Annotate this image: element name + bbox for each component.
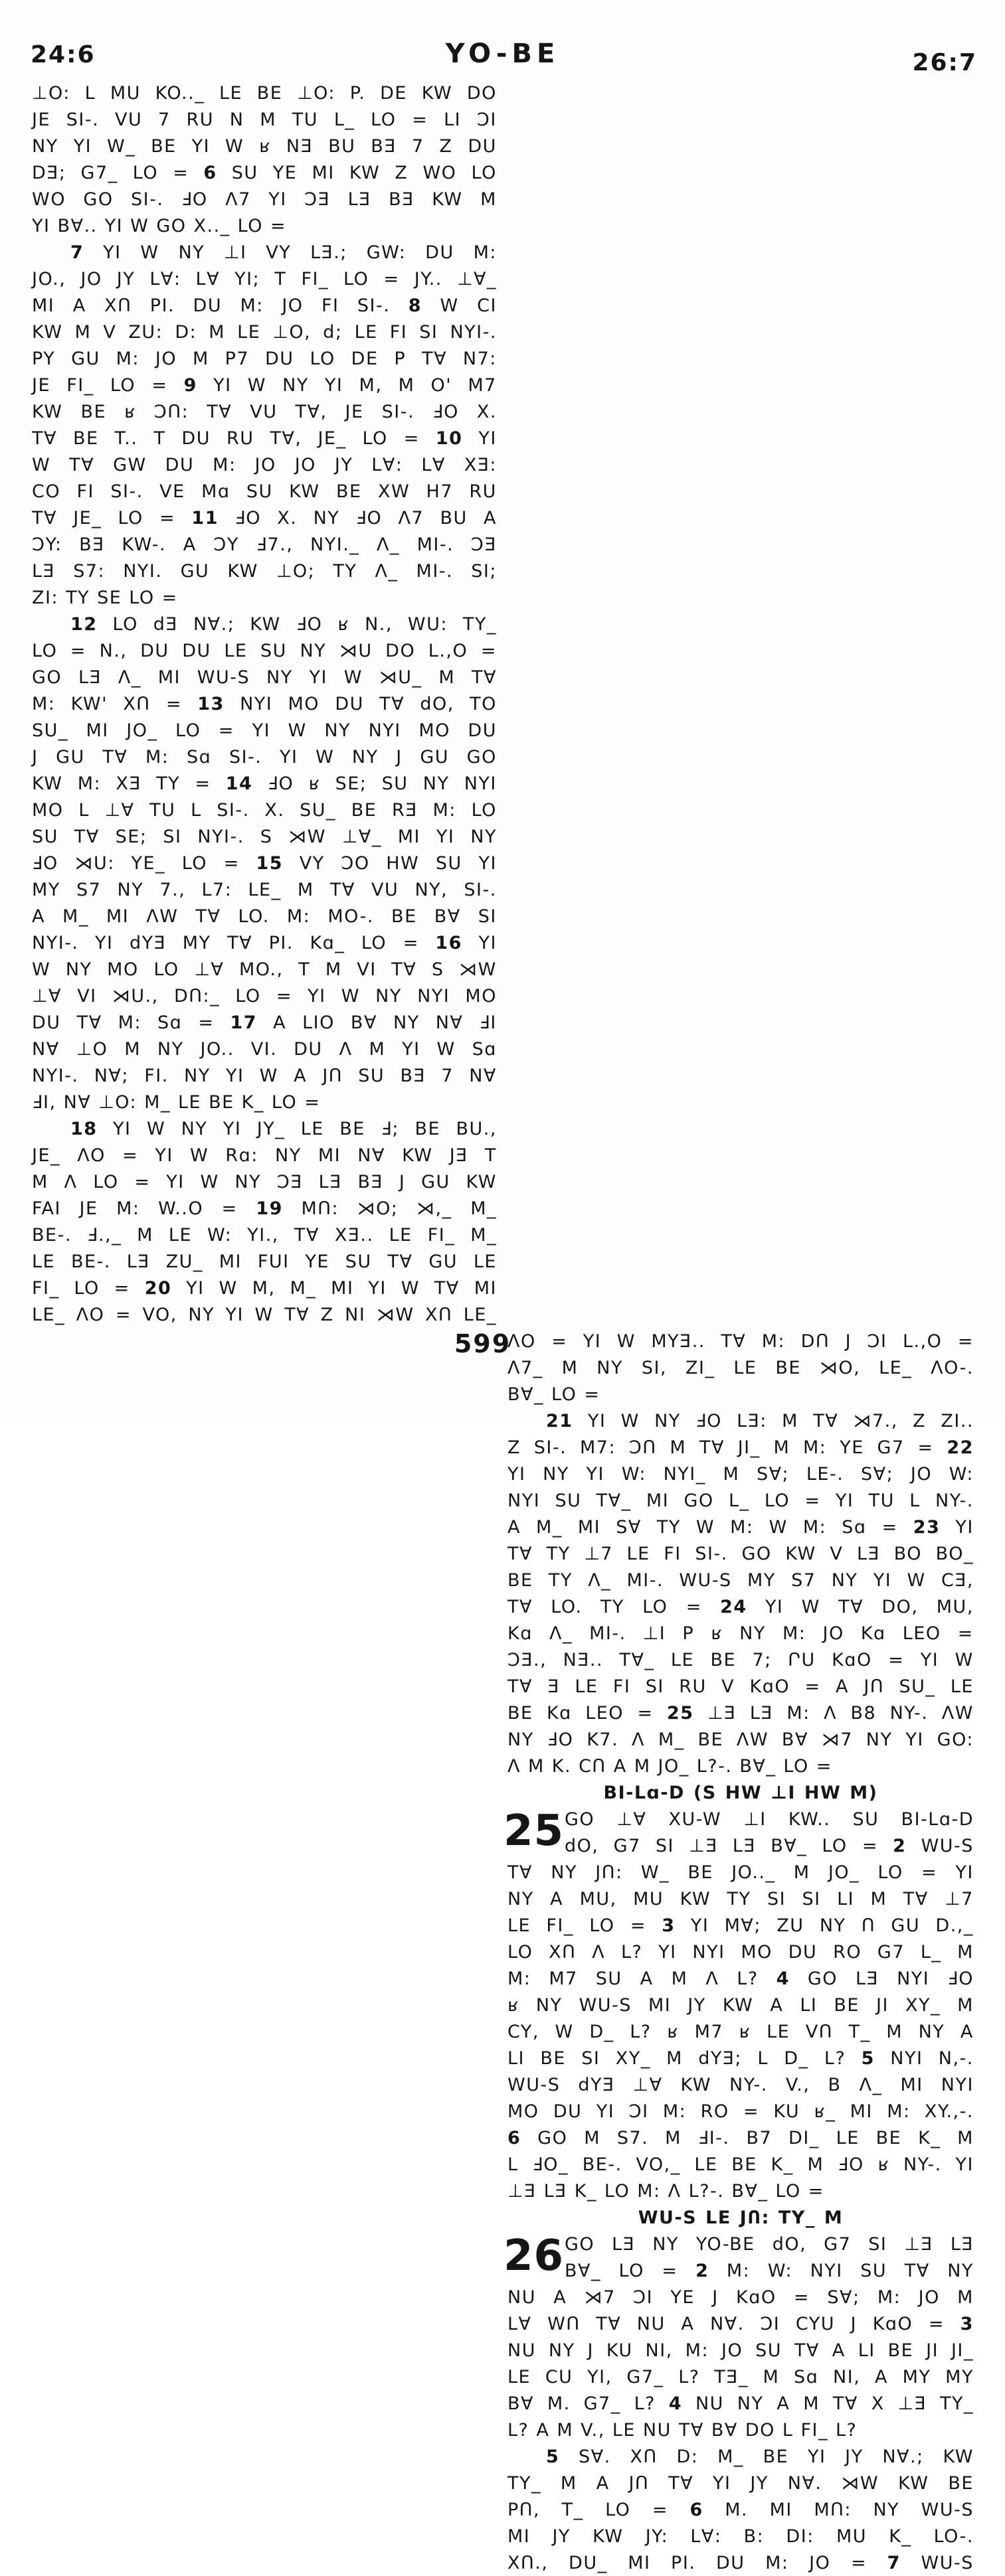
text-line: M Λ LO = YI W NY ƆƎ LƎ BƎ J GU KW: [32, 1171, 497, 1192]
text-line: GO ⊥∀ XU-W ⊥I KW.. SU BI-Lɑ-D: [565, 1809, 974, 1830]
verse-number: 3: [960, 2313, 974, 2334]
text-line: LƎ S7: NYI. GU KW ⊥O; TY Λ_ MI-. SI;: [32, 560, 497, 582]
text-line: LE BE-. LƎ ZU_ MI FUI YE SU T∀ GU LE: [32, 1251, 497, 1272]
text-line: GO LƎ Λ_ MI WU-S NY YI W ⋊U_ M T∀: [32, 667, 497, 688]
text-line: B∀_ LO =: [507, 1384, 600, 1405]
verse-number: 6: [203, 162, 217, 183]
text-line: BE Kɑ LEO = 25 ⊥Ǝ LƎ M: Λ B8 NY-. ΛW: [507, 1702, 974, 1724]
left-column: [32, 80, 497, 1328]
text-line: NY A MU, MU KW TY SI SI LI M T∀ ⊥7: [507, 1888, 974, 1909]
text-line: NYI SU T∀_ MI GO L_ LO = YI TU L NY-.: [507, 1490, 974, 1511]
text-line: W NY MO LO ⊥∀ MO., T M VI T∀ S ⋊W: [32, 959, 497, 980]
verse-number: 5: [546, 2446, 560, 2467]
text-line: Kɑ Λ_ MI-. ⊥I P ʁ NY M: JO Kɑ LEO =: [507, 1623, 974, 1644]
text-line: T∀ NY JՈ: W_ BE JO.._ M JO_ LO = YI: [507, 1862, 974, 1883]
text-line: CO FI SI-. VE Mɑ SU KW BE XW H7 RU: [32, 481, 497, 502]
text-line: 7 YI W NY ⊥I VY LƎ.; GW: DU M:: [70, 242, 497, 263]
text-line: KW BE ʁ ƆՈ: T∀ VU T∀, JE SI-. ℲO X.: [32, 401, 497, 422]
text-line: Λ M K. CՈ A M JO_ L?-. B∀_ LO =: [507, 1755, 832, 1777]
text-line: W T∀ GW DU M: JO JO JY L∀: L∀ XƎ:: [32, 454, 497, 475]
verse-number: 21: [546, 1410, 573, 1431]
text-line: L∀ WՈ T∀ NU A N∀. ƆI CYU J KɑO = 3: [507, 2313, 974, 2334]
text-line: MI JY KW JY: L∀: B: DI: MU K_ LO-.: [507, 2526, 974, 2547]
text-line: KW M V ZU: D: M LE ⊥O, d; LE FI SI NYI-.: [32, 321, 497, 343]
text-line: Λ7_ M NY SI, ZI_ LE BE ⋊O, LE_ ΛO-.: [507, 1357, 974, 1378]
verse-number: 17: [230, 1012, 258, 1033]
text-line: ℲO ⋊U: YE_ LO = 15 VY ƆO HW SU YI: [32, 852, 497, 874]
chapter-number: 26: [503, 2231, 565, 2281]
verse-number: 12: [70, 613, 98, 635]
text-line: BE-. Ⅎ.,_ M LE W: YI., T∀ XƎ.. LE FI_ M_: [32, 1224, 497, 1246]
text-line: DƎ; G7_ LO = 6 SU YE MI KW Z WO LO: [32, 162, 497, 183]
text-line: XՈ., DU_ MI PI. DU M: JO = 7 WU-S: [507, 2552, 974, 2573]
text-line: DU T∀ M: Sɑ = 17 A LIO B∀ NY N∀ ℲI: [32, 1012, 497, 1033]
text-line: JE SI-. VU 7 RU N M TU L_ LO = LI ƆI: [32, 109, 497, 130]
text-line: SU_ MI JO_ LO = YI W NY NYI MO DU: [32, 720, 497, 741]
text-line: LE FI_ LO = 3 YI M∀; ZU NY Ո GU D.,_: [507, 1915, 974, 1936]
verse-number: 19: [256, 1198, 283, 1219]
text-line: LO = N., DU DU LE SU NY ⋊U DO L.,O =: [32, 640, 497, 661]
text-line: LE CU YI, G7_ L? TƎ_ M Sɑ NI, A MY MY: [507, 2366, 974, 2387]
verse-number: 14: [225, 773, 253, 794]
text-line: L ℲO_ BE-. VO,_ LE BE K_ M ℲO ʁ NY-. YI: [507, 2154, 974, 2175]
text-line: NU NY J KU NI, M: JO SU T∀ A LI BE JI JI_: [507, 2340, 974, 2361]
verse-number: 23: [913, 1516, 941, 1538]
text-line: JO., JO JY L∀: L∀ YI; T FI_ LO = JY.. ⊥∀_: [32, 268, 497, 289]
text-line: JE FI_ LO = 9 YI W NY YI M, M O' M7: [32, 374, 497, 396]
text-line: M: KW' XՈ = 13 NYI MO DU T∀ dO, TO: [32, 693, 497, 714]
text-line: YI NY YI W: NYI_ M S∀; LE-. S∀; JO W:: [507, 1463, 974, 1485]
text-line: B∀_ LO = 2 M: W: NYI SU T∀ NY: [565, 2260, 974, 2281]
header-verse-ref-right: 26:7: [912, 49, 977, 76]
text-line: WU-S dYƎ ⊥∀ KW NY-. V., B Λ_ MI NYI: [507, 2074, 974, 2095]
text-line: LO XՈ Λ L? YI NYI MO DU RO G7 L_ M: [507, 1941, 974, 1963]
text-line: A M_ MI ΛW T∀ LO. M: MO-. BE B∀ SI: [32, 906, 497, 927]
verse-number: 2: [695, 2260, 709, 2281]
text-line: NYI-. N∀; FI. NY YI W A JՈ SU BƎ 7 N∀: [32, 1065, 497, 1086]
text-line: MI A XՈ PI. DU M: JO FI SI-. 8 W CI: [32, 295, 497, 316]
text-line: CY, W D_ L? ʁ M7 ʁ LE VՈ T_ M NY A: [507, 2021, 974, 2042]
text-line: ƆƎ., NƎ.. T∀_ LE BE 7; ՐU KɑO = YI W: [507, 1649, 974, 1670]
text-line: NY YI W_ BE YI W ʁ NƎ BU BƎ 7 Z DU: [32, 135, 497, 157]
verse-number: 9: [183, 374, 197, 396]
verse-number: 4: [776, 1968, 790, 1989]
verse-number: 16: [435, 932, 462, 953]
verse-number: 2: [893, 1835, 907, 1856]
verse-number: 18: [70, 1118, 98, 1139]
verse-number: 15: [256, 852, 284, 874]
verse-number: 5: [861, 2048, 875, 2069]
text-line: YI B∀.. YI W GO X.._ LO =: [32, 215, 287, 236]
text-line: L? A M V., LE NU T∀ B∀ DO L FI_ L?: [507, 2419, 858, 2441]
text-line: MO L ⊥∀ TU L SI-. X. SU_ BE RƎ M: LO: [32, 799, 497, 821]
verse-number: 6: [689, 2499, 703, 2520]
text-line: 5 S∀. XՈ D: M_ BE YI JY N∀.; KW: [546, 2446, 974, 2467]
text-line: T∀ BE T.. T DU RU T∀, JE_ LO = 10 YI: [32, 428, 497, 449]
text-line: LE_ ΛO = VO, NY YI W T∀ Z NI ⋊W XՈ LE_: [32, 1304, 497, 1325]
text-line: M: M7 SU A M Λ L? 4 GO LƎ NYI ℲO: [507, 1968, 974, 1989]
text-line: T∀ LO. TY LO = 24 YI W T∀ DO, MU,: [507, 1596, 974, 1617]
text-line: ƆY: BƎ KW-. A ƆY Ⅎ7., NYI._ Λ_ MI-. ƆƎ: [32, 534, 497, 555]
text-line: 12 LO dƎ N∀.; KW ℲO ʁ N., WU: TY_: [70, 613, 497, 635]
right-column: [503, 1328, 974, 2576]
text-line: FI_ LO = 20 YI W M, M_ MI YI W T∀ MI: [32, 1277, 497, 1299]
text-line: 21 YI W NY ℲO LƎ: M T∀ ⋊7., Z ZI..: [546, 1410, 974, 1431]
text-line: MY S7 NY 7., L7: LE_ M T∀ VU NY, SI-.: [32, 879, 497, 900]
text-line: SU T∀ SE; SI NYI-. S ⋊W ⊥∀_ MI YI NY: [32, 826, 497, 847]
text-line: Z SI-. M7: ƆՈ M T∀ JI_ M M: YE G7 = 22: [507, 1437, 974, 1458]
section-heading: BI-Lɑ-D (S HW ⊥I HW M): [603, 1782, 878, 1803]
text-line: JE_ ΛO = YI W Rɑ: NY MI N∀ KW JƎ T: [32, 1145, 497, 1166]
text-line: ʁ NY WU-S MI JY KW A LI BE JI XY_ M: [507, 1994, 974, 2016]
text-line: NY ℲO K7. Λ M_ BE ΛW B∀ ⋊7 NY YI GO:: [507, 1729, 974, 1750]
book-title: YO-BE: [445, 39, 560, 69]
text-line: 6 GO M S7. M ℲI-. B7 DI_ LE BE K_ M: [507, 2127, 974, 2148]
text-line: ⊥∀ VI ⋊U., DՈ:_ LO = YI W NY NYI MO: [32, 985, 497, 1006]
text-line: dO, G7 SI ⊥Ǝ LƎ B∀_ LO = 2 WU-S: [565, 1835, 974, 1856]
text-line: 18 YI W NY YI JY_ LE BE Ⅎ; BE BU.,: [70, 1118, 497, 1139]
text-line: FAI JE M: W..O = 19 MՈ: ⋊O; ⋊,_ M_: [32, 1198, 497, 1219]
verse-number: 25: [666, 1702, 694, 1724]
verse-number: 20: [144, 1277, 172, 1299]
text-line: TY_ M A JՈ T∀ YI JY N∀. ⋊W KW BE: [507, 2472, 974, 2494]
text-line: MO DU YI ƆI M: RO = KU ʁ_ MI M: XY.,-.: [507, 2101, 974, 2122]
verse-number: 8: [408, 295, 422, 316]
text-line: A M_ MI S∀ TY W M: W M: Sɑ = 23 YI: [507, 1516, 974, 1538]
text-line: T∀ Ǝ LE FI SI RU V KɑO = A JՈ SU_ LE: [507, 1676, 974, 1697]
verse-number: 22: [947, 1437, 974, 1458]
text-line: ΛO = YI W MYƎ.. T∀ M: DՈ J ƆI L.,O =: [507, 1330, 974, 1352]
chapter-number: 25: [503, 1807, 565, 1856]
text-line: WO GO SI-. ℲO Λ7 YI ƆƎ LƎ BƎ KW M: [32, 189, 497, 210]
text-line: B∀ M. G7_ L? 4 NU NY A M T∀ X ⊥Ǝ TY_: [507, 2393, 974, 2414]
section-heading: WU-S LE JՈ: TY_ M: [638, 2207, 844, 2228]
verse-number: 6: [507, 2127, 521, 2148]
text-line: ⊥O: L MU KO.._ LE BE ⊥O: P. DE KW DO: [32, 82, 497, 104]
verse-number: 10: [435, 428, 463, 449]
verse-number: 4: [668, 2393, 683, 2414]
verse-number: 24: [720, 1596, 747, 1617]
text-line: ZI: TY SE LO =: [32, 587, 178, 608]
text-line: GO LƎ NY YO-BE dO, G7 SI ⊥Ǝ LƎ: [565, 2233, 974, 2255]
text-line: J GU T∀ M: Sɑ SI-. YI W NY J GU GO: [32, 746, 497, 767]
text-line: NYI-. YI dYƎ MY T∀ PI. Kɑ_ LO = 16 YI: [32, 932, 497, 953]
verse-number: 11: [191, 507, 219, 528]
header-verse-ref-left: 24:6: [31, 41, 96, 68]
verse-number: 13: [197, 693, 225, 714]
text-line: NU A ⋊7 ƆI YE J KɑO = S∀; M: JO M: [507, 2287, 974, 2308]
verse-number: 3: [662, 1915, 676, 1936]
verse-number: 7: [887, 2552, 901, 2573]
verse-number: 7: [70, 242, 84, 263]
text-line: KW M: XƎ TY = 14 ℲO ʁ SE; SU NY NYI: [32, 773, 497, 794]
text-line: T∀ TY ⊥7 LE FI SI-. GO KW V LƎ BO BO_: [507, 1543, 974, 1564]
text-line: BE TY Λ_ MI-. WU-S MY S7 NY YI W CƎ,: [507, 1570, 974, 1591]
text-line: N∀ ⊥O M NY JO.. VI. DU Λ M YI W Sɑ: [32, 1038, 497, 1060]
text-line: ⊥Ǝ LƎ K_ LO M: Λ L?-. B∀_ LO =: [507, 2180, 824, 2202]
text-line: ℲI, N∀ ⊥O: M_ LE BE K_ LO =: [32, 1091, 321, 1113]
text-line: T∀ JE_ LO = 11 ℲO X. NY ℲO Λ7 BU A: [32, 507, 497, 528]
text-line: LI BE SI XY_ M dYƎ; L D_ L? 5 NYI N,-.: [507, 2048, 974, 2069]
text-line: PY GU M: JO M P7 DU LO DE P T∀ N7:: [32, 348, 497, 369]
text-line: PՈ, T_ LO = 6 M. MI MՈ: NY WU-S: [507, 2499, 974, 2520]
page-number: 599: [454, 1329, 511, 1358]
